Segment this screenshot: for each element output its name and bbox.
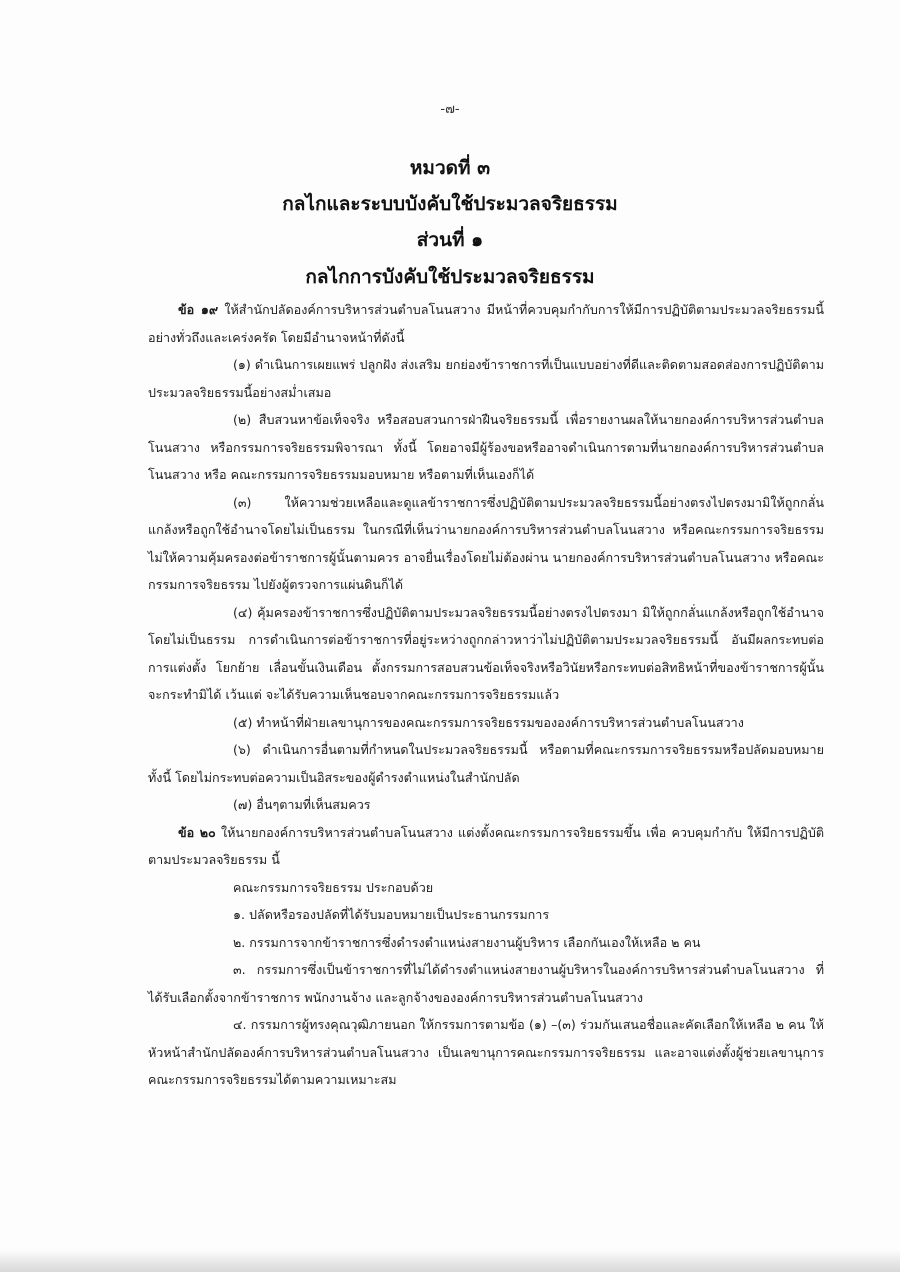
article-19-item-2: (๒) สืบสวนหาข้อเท็จจริง หรือสอบสวนการฝ่าฝืนจริยธรรมนี้ เพื่อรายงานผลให้นายกองค์การบริหารส่วนตำบลโนนสวาง หรือกรรมการจริยธรรมพิจารณา ทั้งนี้ โดยอาจมีผู้ร้องขอหรืออาจดำเนินการตามที่นายกองค์การบริหารส่วนตำบลโนนสวาง หรือ คณะกรรมการจริยธรรมมอบหมาย หรือตามที่เห็นเองก็ได้	[148, 412, 824, 482]
article-20-intro	[148, 819, 824, 874]
article-19-item-4: (๔) คุ้มครองข้าราชการซึ่งปฏิบัติตามประมวลจริยธรรมนี้อย่างตรงไปตรงมา มิให้ถูกกลั่นแกล้งหรือถูกใช้อำนาจโดยไม่เป็นธรรม การดำเนินการต่อข้าราชการที่อยู่ระหว่างถูกกล่าวหาว่าไม่ปฏิบัติตามประมวลจริยธรรมนี้ อันมีผลกระทบต่อการแต่งตั้ง โยกย้าย เลื่อนขั้นเงินเดือน ตั้งกรรมการสอบสวนข้อเท็จจริงหรือวินัยหรือกระทบต่อสิทธิหน้าที่ของข้าราชการผู้นั้น จะกระทำมิได้ เว้นแต่ จะได้รับความเห็นชอบจากคณะกรรมการจริยธรรมแล้ว	[148, 604, 824, 702]
article-19-text: ให้สำนักปลัดองค์การบริหารส่วนตำบลโนนสวาง มีหน้าที่ควบคุมกำกับการให้มีการปฏิบัติตามประมวลจริยธรรมนี้อย่างทั่วถึงและเคร่งครัด โดยมีอำนาจหน้าที่ดังนี้	[148, 302, 824, 345]
article-19-item-7: (๗) อื่นๆตามที่เห็นสมควร	[233, 797, 371, 812]
article-19-item-3: (๓) ให้ความช่วยเหลือและดูแลข้าราชการซึ่งปฏิบัติตามประมวลจริยธรรมนี้อย่างตรงไปตรงมามิให้ถูกกลั่นแกล้งหรือถูกใช้อำนาจโดยไม่เป็นธรรม ในกรณีที่เห็นว่านายกองค์การบริหารส่วนตำบลโนนสวาง หรือคณะกรรมการจริยธรรมไม่ให้ความคุ้มครองต่อข้าราชการผู้นั้นตามควร อาจยื่นเรื่องโดยไม่ต้องผ่าน นายกองค์การบริหารส่วนตำบลโนนสวาง หรือคณะกรรมการจริยธรรม ไปยังผู้ตรวจการแผ่นดินก็ได้	[148, 494, 824, 592]
committee-member-1: ๑. ปลัดหรือรองปลัดที่ได้รับมอบหมายเป็นประธานกรรมการ	[233, 907, 550, 922]
scan-bottom-edge	[0, 1250, 900, 1272]
article-19-item-1: (๑) ดำเนินการเผยแพร่ ปลูกฝัง ส่งเสริม ยกย่องข้าราชการที่เป็นแบบอย่างที่ดีและติดตามสอดส่องการปฏิบัติตามประมวลจริยธรรมนี้อย่างสม่ำเสมอ	[148, 357, 824, 400]
article-19-item-6: (๖) ดำเนินการอื่นตามที่กำหนดในประมวลจริยธรรมนี้ หรือตามที่คณะกรรมการจริยธรรมหรือปลัดมอบหมาย ทั้งนี้ โดยไม่กระทบต่อความเป็นอิสระของผู้ดำรงตำแหน่งในสำนักปลัด	[148, 742, 824, 785]
committee-member-4: ๔. กรรมการผู้ทรงคุณวุฒิภายนอก ให้กรรมการตามข้อ (๑) –(๓) ร่วมกันเสนอชื่อและคัดเลือกให้เหลือ ๒ คน ให้หัวหน้าสำนักปลัดองค์การบริหารส่วนตำบลโนนสวาง เป็นเลขานุการคณะกรรมการจริยธรรม และอาจแต่งตั้งผู้ช่วยเลขานุการคณะกรรมการจริยธรรมได้ตามความเหมาะสม	[148, 1017, 824, 1087]
committee-intro: คณะกรรมการจริยธรรม ประกอบด้วย	[233, 879, 434, 895]
section-headings	[0, 150, 900, 296]
chapter-heading: หมวดที่ ๓	[409, 157, 491, 179]
chapter-title: กลไกและระบบบังคับใช้ประมวลจริยธรรม	[282, 193, 618, 215]
committee-member-3: ๓. กรรมการซึ่งเป็นข้าราชการที่ไม่ได้ดำรงตำแหน่งสายงานผู้บริหารในองค์การบริหารส่วนตำบลโนนสวาง ที่ได้รับเลือกตั้งจากข้าราชการ พนักงานจ้าง และลูกจ้างขององค์การบริหารส่วนตำบลโนนสวาง	[148, 962, 824, 1005]
article-19-intro	[148, 296, 824, 351]
page-number: -๗-	[440, 102, 460, 117]
article-19-item-5: (๕) ทำหน้าที่ฝ่ายเลขานุการของคณะกรรมการจริยธรรมขององค์การบริหารส่วนตำบลโนนสวาง	[233, 714, 744, 730]
article-20-text: ให้นายกองค์การบริหารส่วนตำบลโนนสวาง แต่งตั้งคณะกรรมการจริยธรรมขึ้น เพื่อ ควบคุมกำกับ ให้มีการปฏิบัติตามประมวลจริยธรรม นี้	[148, 824, 825, 867]
article-19-label: ข้อ ๑๙	[178, 302, 219, 317]
part-title: กลไกการบังคับใช้ประมวลจริยธรรม	[305, 266, 595, 288]
article-20-label: ข้อ ๒๐	[178, 824, 216, 840]
committee-member-2: ๒. กรรมการจากข้าราชการซึ่งดำรงตำแหน่งสายงานผู้บริหาร เลือกกันเองให้เหลือ ๒ คน	[233, 934, 701, 950]
part-heading: ส่วนที่ ๑	[416, 229, 484, 251]
document-body	[148, 296, 824, 1094]
